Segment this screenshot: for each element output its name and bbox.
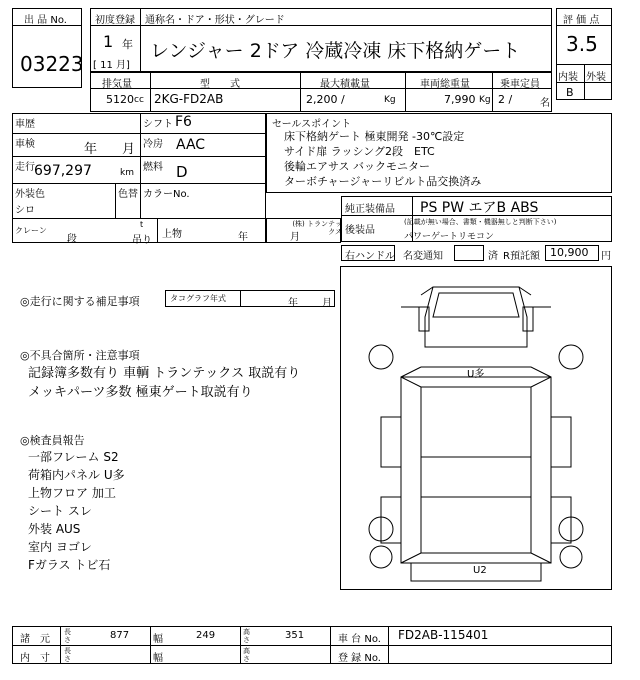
max-load: 2,200 /: [306, 93, 345, 106]
displacement: 5120: [106, 93, 134, 106]
defect-line: メッキパーツ多数 極東ゲート取説有り: [28, 385, 253, 400]
color-no-label: カラーNo.: [143, 189, 190, 200]
name-change-box: [454, 245, 484, 261]
first-reg-label: 初度登録: [95, 15, 135, 26]
sales-point-line: サイド扉 ラッシング2段 ETC: [284, 145, 435, 158]
driving-notes-title: ◎走行に関する補足事項: [20, 295, 140, 308]
displacement-unit: cc: [134, 95, 144, 105]
height-label: 高さ: [243, 628, 250, 644]
registration-label: 登 録 No.: [338, 653, 381, 664]
upper-month: 月: [290, 232, 300, 243]
diagram-mark-top: U多: [467, 369, 485, 380]
sales-point-line: 後輪エアサス バックモニター: [284, 160, 431, 173]
inspector-line: 荷箱内パネル U多: [28, 468, 125, 482]
fuel-label: 燃料: [143, 162, 163, 173]
sales-point-line: 床下格納ゲート 極東開発 -30℃設定: [284, 130, 465, 143]
defects-title: ◎不具合箇所・注意事項: [20, 349, 140, 362]
chassis-label: 車 台 No.: [338, 634, 381, 645]
recycle-amount: 10,900: [550, 246, 589, 259]
max-load-unit: Kg: [384, 95, 396, 105]
recycle-label: R預託額: [503, 251, 540, 262]
mileage-label: 走行: [15, 162, 35, 173]
inspector-line: 一部フレーム S2: [28, 450, 119, 464]
exterior-grade-label: 外装: [586, 72, 606, 83]
dims-label: 諸 元: [20, 634, 50, 645]
crane-hang: 吊り: [132, 235, 152, 246]
inspection-label: 車検: [15, 139, 35, 150]
inspector-line: Fガラス トビ石: [28, 558, 111, 572]
width: 249: [196, 630, 216, 641]
tachograph-year: 年: [288, 298, 298, 309]
inspection-month: 月: [122, 142, 136, 157]
height: 351: [285, 630, 305, 641]
in-width-label: 幅: [153, 653, 163, 664]
truck-outline-diagram: [341, 267, 611, 589]
year-unit: 年: [122, 38, 133, 51]
gross-weight-label: 車両総重量: [420, 79, 470, 90]
model: 2KG-FD2AB: [154, 92, 224, 106]
inspector-line: 室内 ヨゴレ: [28, 540, 92, 554]
inspector-title: ◎検査員報告: [20, 434, 85, 447]
lot-no-label: 出 品 No.: [24, 15, 67, 26]
grade: 3.5: [566, 32, 598, 56]
crane-label: クレーン: [15, 226, 47, 235]
tachograph-label: タコグラフ年式: [170, 294, 226, 303]
sales-point-line: ターボチャージャーリビルト品交換済み: [284, 175, 482, 188]
capacity: 2 /: [498, 93, 513, 106]
recycle-prefix: 済: [488, 251, 498, 262]
diagram-mark-bottom: U2: [473, 565, 487, 576]
name-change-label: 名変通知: [403, 251, 443, 262]
crane-stage: 段: [67, 234, 77, 245]
inspector-line: 外装 AUS: [28, 522, 81, 536]
sales-points-title: セールスポイント: [272, 119, 352, 130]
upper-year: 年: [238, 232, 248, 243]
width-label: 幅: [153, 634, 163, 645]
history-label: 車歴: [15, 119, 35, 130]
lot-no: 03223: [20, 52, 84, 76]
in-length-label: 長さ: [64, 647, 71, 663]
mileage-unit: km: [120, 168, 134, 178]
shift: F6: [175, 114, 192, 130]
capacity-label: 乗車定員: [500, 79, 540, 90]
ac-label: 冷房: [143, 139, 163, 150]
inspector-line: シート スレ: [28, 504, 92, 518]
aftermarket: パワーゲートリモコン: [404, 232, 495, 242]
upper-label: 上物: [162, 229, 182, 240]
defect-line: 記録簿多数有り 車輌 トランテックス 取説有り: [28, 366, 301, 381]
ext-color-label: 外装色: [15, 189, 45, 200]
ext-color: シロ: [15, 205, 35, 216]
crane-ton: t: [140, 220, 144, 229]
tachograph-month: 月: [322, 298, 332, 309]
genuine-equipment: PS PW エアB ABS: [420, 200, 539, 216]
capacity-unit: 名: [540, 98, 550, 109]
name-label: 通称名・ドア・形状・グレード: [145, 15, 285, 26]
model-label: 型 式: [200, 79, 240, 90]
recycle-unit: 円: [601, 251, 611, 262]
shift-label: シフト: [143, 119, 173, 130]
inspection-year: 年: [84, 142, 98, 157]
gross-weight-unit: Kg: [479, 95, 491, 105]
in-height-label: 高さ: [243, 647, 250, 663]
gross-weight: 7,990: [444, 93, 476, 106]
interior-grade-label: 内装: [558, 72, 578, 83]
right-hand: 右ハンドル: [345, 251, 395, 262]
length: 877: [110, 630, 130, 641]
first-reg-year: 1: [103, 32, 114, 51]
ac: AAC: [176, 137, 206, 153]
genuine-label: 純正装備品: [345, 204, 395, 215]
color-change-label: 色替: [118, 189, 138, 200]
maker: (株) トランテックス: [292, 220, 342, 236]
fuel: D: [176, 163, 188, 181]
vehicle-diagram: [340, 266, 612, 590]
mileage: 697,297: [34, 163, 92, 179]
aftermarket-note: (記載が無い場合、書類・機器無しと判断下さい): [404, 218, 557, 226]
length-label: 長さ: [64, 628, 71, 644]
interior-dims-label: 内 寸: [20, 653, 50, 664]
first-reg-month: [ 11 月]: [93, 60, 130, 71]
max-load-label: 最大積載量: [320, 79, 370, 90]
interior-grade: B: [566, 86, 574, 99]
displacement-label: 排気量: [102, 79, 132, 90]
inspector-line: 上物フロア 加工: [28, 486, 116, 500]
aftermarket-label: 後装品: [345, 225, 375, 236]
chassis-no: FD2AB-115401: [398, 628, 489, 642]
vehicle-name: レンジャー 2ドア 冷蔵冷凍 床下格納ゲート: [150, 40, 521, 62]
grade-label: 評 価 点: [563, 15, 600, 26]
